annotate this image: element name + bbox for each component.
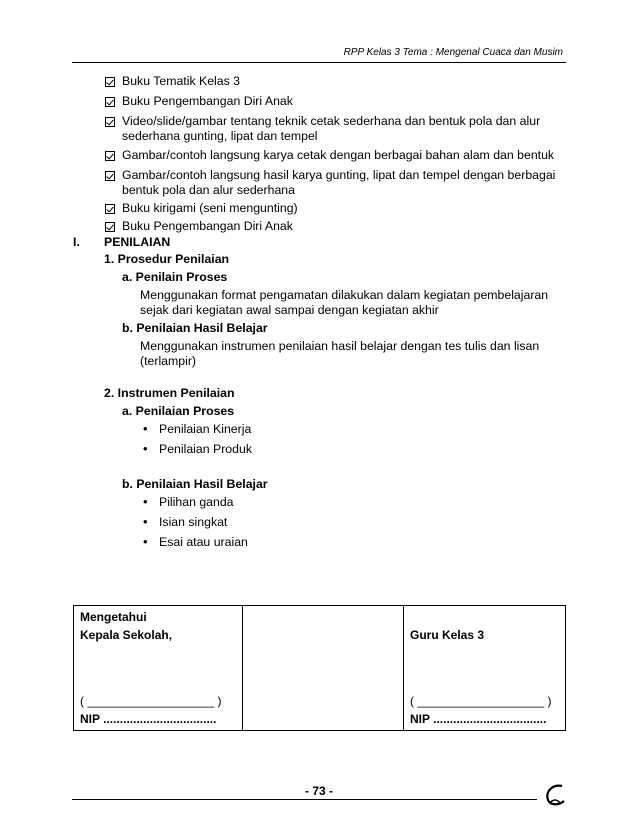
checkbox-icon [105, 222, 115, 232]
prosedur-a-text: sejak dari kegiatan awal sampai dengan kegiatan akhir [140, 303, 439, 317]
running-header: RPP Kelas 3 Tema : Mengenal Cuaca dan Musim [343, 47, 563, 58]
bullet-icon: • [143, 514, 148, 529]
resource-item-continued: bentuk pola dan alur sederhana [122, 183, 295, 197]
principal-nip: NIP .................................. [80, 712, 217, 726]
section-title: PENILAIAN [104, 235, 171, 249]
signature-table [73, 605, 566, 731]
teacher-signature-cell [404, 606, 566, 731]
resource-item: Buku kirigami (seni mengunting) [122, 201, 298, 215]
prosedur-a-text: Menggunakan format pengamatan dilakukan dalam kegiatan pembelajaran [140, 288, 549, 302]
prosedur-b-heading: b. Penilaian Hasil Belajar [122, 321, 268, 335]
prosedur-heading: 1. Prosedur Penilaian [104, 252, 230, 266]
bullet-item: Esai atau uraian [159, 535, 248, 549]
bullet-item: Pilihan ganda [159, 495, 234, 509]
bullet-icon: • [143, 441, 148, 456]
principal-signature-cell [74, 606, 243, 731]
teacher-name-blank: ( ___________________ ) [410, 694, 552, 708]
resource-item: Buku Pengembangan Diri Anak [122, 219, 293, 233]
resource-item: Buku Pengembangan Diri Anak [122, 94, 293, 108]
swirl-logo-icon [542, 782, 568, 808]
blank-signature-cell [243, 606, 404, 731]
bullet-item: Isian singkat [159, 515, 228, 529]
instrumen-b-heading: b. Penilaian Hasil Belajar [122, 477, 268, 491]
page-number: - 73 - [304, 784, 333, 798]
bullet-item: Penilaian Produk [159, 442, 252, 456]
checkbox-icon [105, 77, 115, 87]
checkbox-icon [105, 171, 115, 181]
resource-item: Buku Tematik Kelas 3 [122, 74, 241, 88]
section-number: I. [73, 235, 80, 249]
checkbox-icon [105, 97, 115, 107]
resource-item: Video/slide/gambar tentang teknik cetak sederhana dan bentuk pola dan alur [122, 114, 541, 128]
teacher-nip: NIP .................................. [410, 712, 547, 726]
principal-name-blank: ( ___________________ ) [80, 694, 222, 708]
instrumen-heading: 2. Instrumen Penilaian [104, 386, 235, 400]
footer-rule [72, 799, 537, 800]
prosedur-b-text: Menggunakan instrumen penilaian hasil belajar dengan tes tulis dan lisan [140, 339, 540, 353]
bullet-icon: • [143, 534, 148, 549]
bullet-icon: • [143, 421, 148, 436]
prosedur-b-text: (terlampir) [140, 354, 197, 368]
prosedur-a-heading: a. Penilain Proses [122, 270, 228, 284]
acknowledged-label: Mengetahui [80, 610, 147, 624]
principal-title: Kepala Sekolah, [80, 628, 173, 642]
instrumen-a-heading: a. Penilaian Proses [122, 404, 235, 418]
checkbox-icon [105, 204, 115, 214]
teacher-title: Guru Kelas 3 [410, 628, 485, 642]
checkbox-icon [105, 151, 115, 161]
header-rule [72, 62, 566, 63]
checkbox-icon [105, 117, 115, 127]
resource-item: Gambar/contoh langsung karya cetak dengan berbagai bahan alam dan bentuk [122, 148, 555, 162]
resource-item-continued: sederhana gunting, lipat dan tempel [122, 129, 318, 143]
bullet-item: Penilaian Kinerja [159, 422, 252, 436]
bullet-icon: • [143, 494, 148, 509]
resource-item: Gambar/contoh langsung hasil karya gunting, lipat dan tempel dengan berbagai [122, 168, 556, 182]
